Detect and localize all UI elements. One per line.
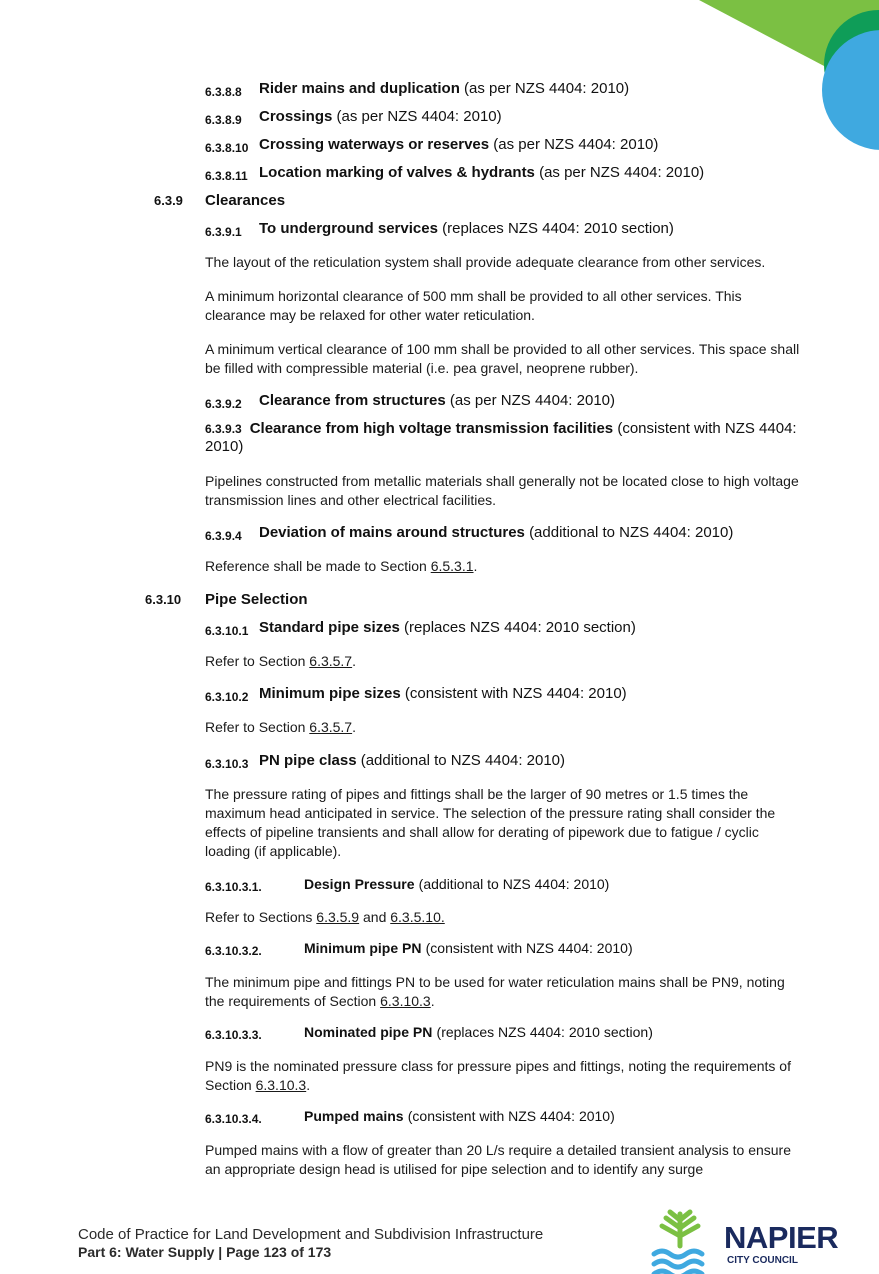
section-link[interactable]: 6.3.5.10. [390, 909, 445, 925]
section-6-3-9 [154, 192, 285, 209]
corner-decoration [679, 0, 879, 160]
text: PN9 is the nominated pressure class for pressure pipes and fittings, noting the requirements of Section [205, 1058, 791, 1093]
text: . [352, 719, 356, 735]
paragraph [205, 973, 805, 1011]
heading-title: Rider mains and duplication [259, 80, 460, 97]
text: The minimum pipe and fittings PN to be used for water reticulation mains shall be PN9, noting the requirements of Section [205, 974, 785, 1009]
heading-number: 6.3.8.8 [205, 85, 242, 99]
heading-title: To underground services [259, 220, 438, 237]
heading-note: (replaces NZS 4404: 2010 section) [436, 1024, 653, 1040]
text: . [352, 653, 356, 669]
heading-title: Minimum pipe PN [304, 940, 422, 956]
heading-6-3-9-3 [205, 420, 805, 456]
text: . [473, 558, 478, 574]
heading-number: 6.3.10.2 [205, 690, 249, 704]
heading-number: 6.3.10.3.1. [205, 880, 262, 894]
heading-number: 6.3.9.3 [205, 422, 242, 436]
heading-title: Design Pressure [304, 876, 415, 892]
heading-number: 6.3.9.4 [205, 529, 242, 543]
text: Refer to Section [205, 719, 310, 735]
heading-title: Clearance from high voltage transmission facilities [249, 420, 614, 437]
section-number: 6.3.9 [154, 193, 183, 208]
heading-note: (additional to NZS 4404: 2010) [418, 876, 610, 892]
heading-title: PN pipe class [259, 752, 357, 769]
paragraph [205, 652, 805, 671]
heading-title: Pumped mains [304, 1108, 404, 1124]
footer-document-title: Code of Practice for Land Development and Subdivision Infrastructure [78, 1226, 544, 1243]
heading-note: (as per NZS 4404: 2010) [336, 108, 502, 125]
heading-title: Crossings [259, 108, 333, 125]
paragraph: The layout of the reticulation system shall provide adequate clearance from other services. [205, 254, 766, 270]
section-link[interactable]: 6.3.10.3 [380, 993, 431, 1009]
logo-name: NAPIER [724, 1220, 839, 1255]
heading-note: (consistent with NZS 4404: 2010) [407, 1108, 615, 1124]
heading-note: (as per NZS 4404: 2010) [539, 164, 705, 181]
heading-note: (replaces NZS 4404: 2010 section) [442, 220, 674, 237]
paragraph [205, 718, 805, 737]
heading-note: (additional to NZS 4404: 2010) [529, 524, 734, 541]
paragraph: Pumped mains with a flow of greater than 20 L/s require a detailed transient analysis to ensure an appropriate design head is utilised for pipe selection and to identify any surge [205, 1142, 791, 1177]
heading-title: Crossing waterways or reserves [259, 136, 490, 153]
heading-note: (consistent with NZS 4404: 2010) [205, 420, 797, 455]
heading-number: 6.3.10.3 [205, 757, 249, 771]
heading-number: 6.3.10.3.4. [205, 1112, 262, 1126]
heading-number: 6.3.10.3.3. [205, 1028, 262, 1042]
section-link[interactable]: 6.3.5.7 [309, 719, 353, 735]
text: Refer to Section [205, 653, 310, 669]
section-number: 6.3.10 [145, 592, 182, 607]
paragraph: A minimum horizontal clearance of 500 mm shall be provided to all other services. This clearance may be relaxed for other water reticulation. [205, 288, 742, 323]
paragraph: Pipelines constructed from metallic materials shall generally not be located close to high voltage transmission lines and other electrical facilities. [205, 473, 799, 508]
heading-number: 6.3.8.11 [205, 169, 248, 183]
heading-title: Nominated pipe PN [304, 1024, 433, 1040]
paragraph: The pressure rating of pipes and fittings shall be the larger of 90 metres or 1.5 times the maximum head anticipated in service. The selection of the pressure rating shall consider the effects of pipeline transients and shall allow for derating of pipework due to fatigue / cyclic loading (if applicable). [205, 786, 776, 859]
text: . [430, 993, 435, 1009]
heading-note: (replaces NZS 4404: 2010 section) [404, 619, 636, 636]
heading-note: (as per NZS 4404: 2010) [449, 392, 616, 409]
paragraph [205, 908, 805, 927]
heading-title: Standard pipe sizes [259, 619, 400, 636]
section-link[interactable]: 6.3.5.7 [309, 653, 353, 669]
heading-number: 6.3.9.2 [205, 397, 242, 411]
section-title: Clearances [205, 192, 286, 209]
heading-number: 6.3.8.10 [205, 141, 249, 155]
section-link[interactable]: 6.3.5.9 [316, 909, 360, 925]
text: and [359, 909, 391, 925]
section-link[interactable]: 6.5.3.1 [430, 558, 474, 574]
heading-number: 6.3.9.1 [205, 225, 242, 239]
heading-note: (as per NZS 4404: 2010) [464, 80, 630, 97]
section-link[interactable]: 6.3.10.3 [255, 1077, 307, 1093]
paragraph [205, 557, 805, 576]
heading-number: 6.3.10.3.2. [205, 944, 262, 958]
heading-title: Deviation of mains around structures [259, 524, 525, 541]
heading-title: Location marking of valves & hydrants [259, 164, 535, 181]
heading-note: (additional to NZS 4404: 2010) [360, 752, 566, 769]
paragraph [205, 1057, 805, 1095]
logo-subtitle: CITY COUNCIL [727, 1255, 798, 1266]
heading-number: 6.3.10.1 [205, 624, 249, 638]
text: . [306, 1077, 311, 1093]
section-6-3-10 [145, 591, 308, 608]
text: Refer to Sections [205, 909, 317, 925]
paragraph: A minimum vertical clearance of 100 mm shall be provided to all other services. This space shall be filled with compressible material (i.e. pea gravel, neoprene rubber). [205, 341, 800, 376]
heading-note: (as per NZS 4404: 2010) [493, 136, 659, 153]
heading-note: (consistent with NZS 4404: 2010) [404, 685, 627, 702]
heading-note: (consistent with NZS 4404: 2010) [425, 940, 633, 956]
section-title: Pipe Selection [205, 591, 308, 608]
heading-title: Minimum pipe sizes [259, 685, 401, 702]
heading-number: 6.3.8.9 [205, 113, 242, 127]
footer-page-info: Part 6: Water Supply | Page 123 of 173 [78, 1244, 332, 1260]
heading-title: Clearance from structures [259, 392, 446, 409]
text: Reference shall be made to Section [205, 558, 431, 574]
